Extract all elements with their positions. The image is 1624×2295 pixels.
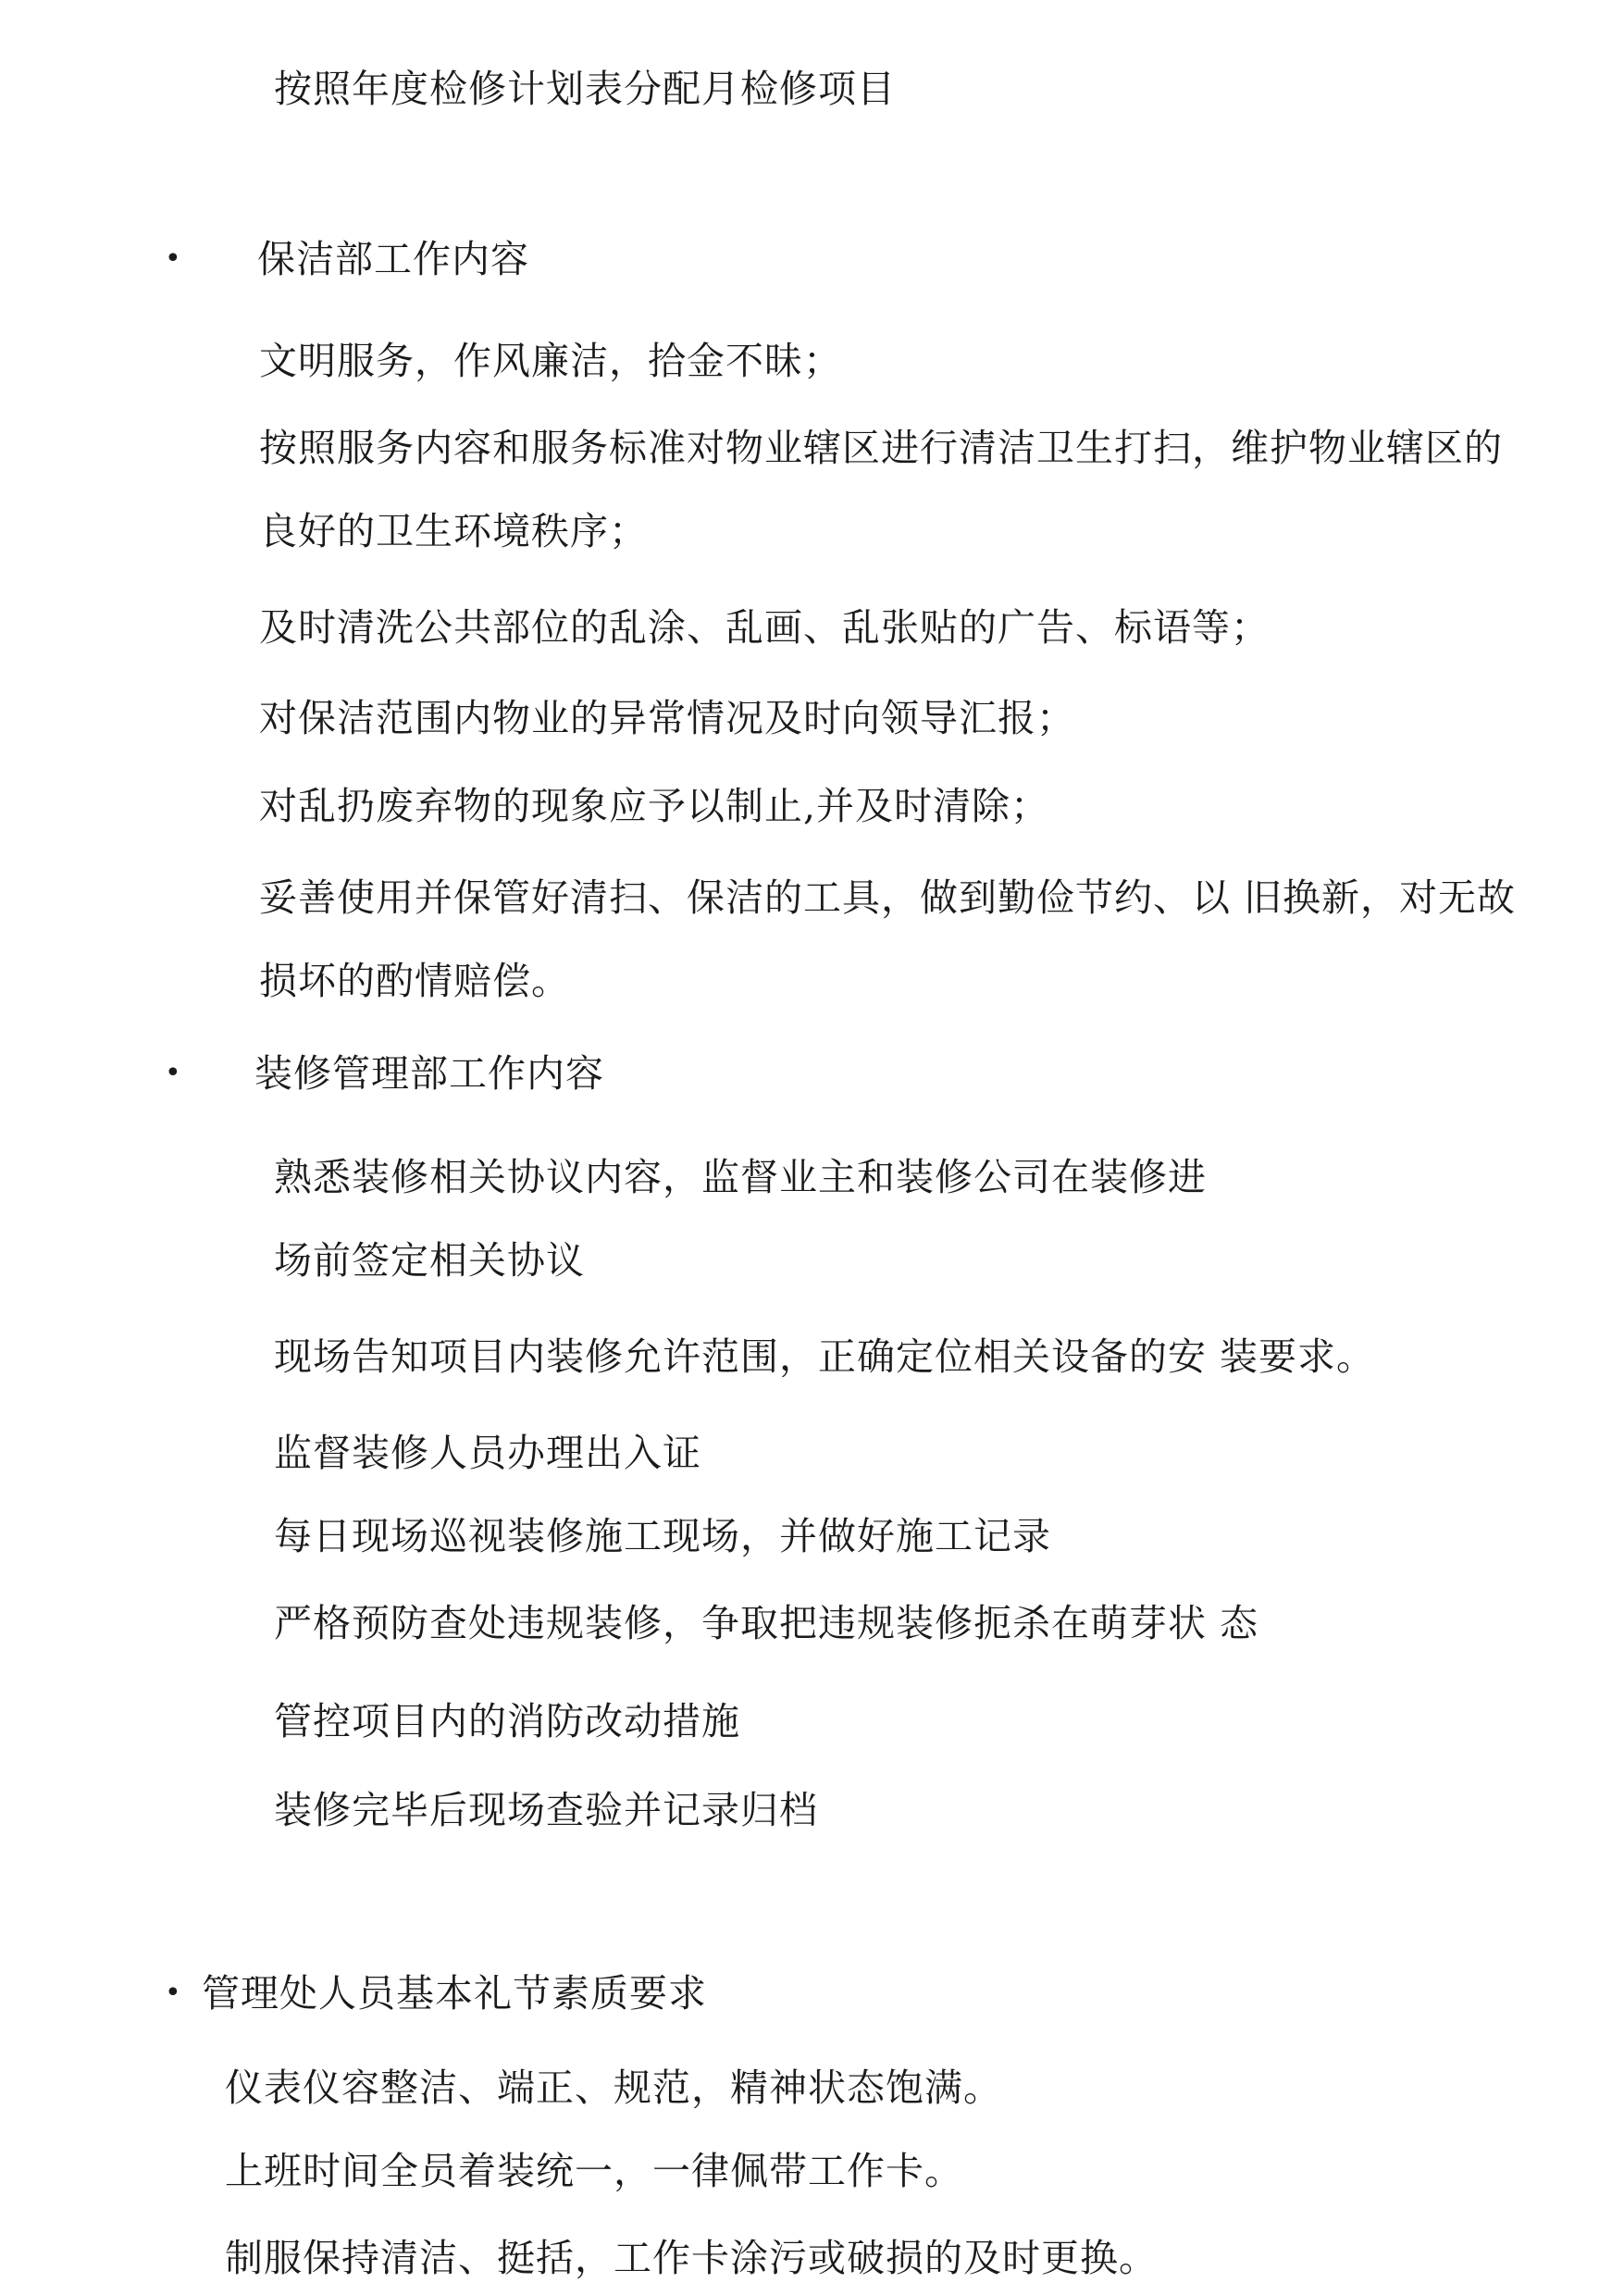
renovation-item: 监督装修人员办理出入证 <box>274 1431 701 1475</box>
bullet-marker: • <box>165 242 181 275</box>
cleaning-item: 妥善使用并保管好清扫、保洁的工具，做到勤俭节约、以 旧换新，对无故 <box>259 875 1517 920</box>
renovation-item: 熟悉装修相关协议内容，监督业主和装修公司在装修进 <box>274 1155 1207 1199</box>
etiquette-item: 上班时间全员着装统一，一律佩带工作卡。 <box>225 2149 963 2193</box>
section-heading-cleaning: 保洁部工作内容 <box>257 237 529 281</box>
renovation-item: 严格预防查处违规装修，争取把违规装修扼杀在萌芽状 态 <box>274 1601 1259 1645</box>
section-heading-renovation: 装修管理部工作内容 <box>254 1051 604 1096</box>
cleaning-item: 文明服务，作风廉洁，拾金不昧； <box>259 339 842 383</box>
etiquette-item: 仪表仪容整洁、端正、规范，精神状态饱满。 <box>225 2066 1002 2110</box>
cleaning-item: 良好的卫生环境秩序； <box>259 509 648 553</box>
renovation-item: 现场告知项目内装修允许范围，正确定位相关设备的安 装要求。 <box>274 1334 1376 1379</box>
cleaning-item: 对保洁范围内物业的异常情况及时向领导汇报； <box>259 696 1075 740</box>
bullet-marker: • <box>165 1057 181 1089</box>
cleaning-item: 对乱扔废弃物的现象应予以制止,并及时清除； <box>259 784 1050 828</box>
renovation-item: 场前签定相关协议 <box>274 1238 585 1283</box>
bullet-marker: • <box>165 1977 181 2009</box>
renovation-item: 装修完毕后现场查验并记录归档 <box>274 1788 818 1832</box>
section-heading-etiquette: 管理处人员基本礼节素质要求 <box>202 1971 707 2016</box>
cleaning-item: 及时清洗公共部位的乱涂、乱画、乱张贴的广告、标语等； <box>259 605 1270 650</box>
cleaning-item: 按照服务内容和服务标准对物业辖区进行清洁卫生打扫，维护物业辖区的 <box>259 426 1503 470</box>
etiquette-item: 制服保持清洁、挺括，工作卡涂污或破损的及时更换。 <box>225 2236 1158 2280</box>
renovation-item: 管控项目内的消防改动措施 <box>274 1699 740 1743</box>
intro-line: 按照年度检修计划表分配月检修项目 <box>274 67 896 111</box>
cleaning-item: 损坏的酌情赔偿。 <box>259 959 570 1003</box>
renovation-item: 每日现场巡视装修施工现场，并做好施工记录 <box>274 1514 1051 1558</box>
